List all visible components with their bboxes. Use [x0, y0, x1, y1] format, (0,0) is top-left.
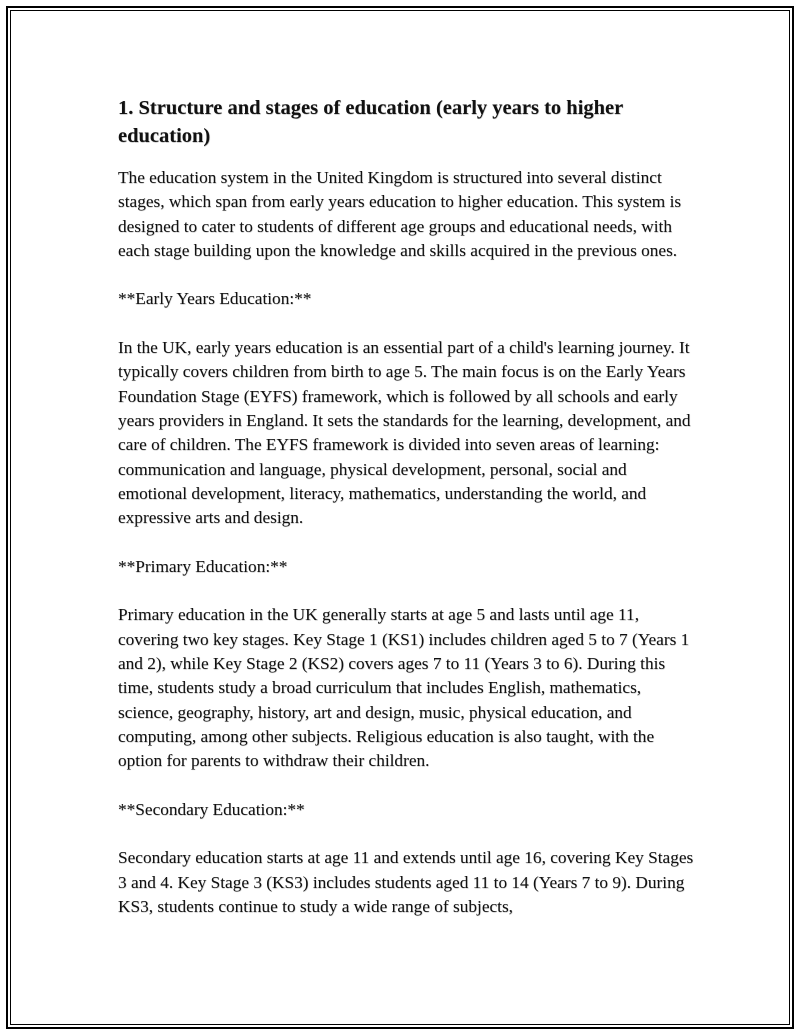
section-heading: 1. Structure and stages of education (early years to higher education): [118, 97, 623, 147]
primary-heading: **Primary Education:**: [118, 556, 288, 576]
secondary-paragraph: Secondary education starts at age 11 and extends until age 16, covering Key Stages 3 and 4. Key Stage 3 (KS3) includes students aged 11 to 14 (Years 7 to 9). During KS3, students continue to study a wide range of subjects,: [118, 848, 694, 916]
intro-paragraph: The education system in the United Kingdom is structured into several distinct stages, which span from early years education to higher education. This system is designed to cater to students of different age groups and educational needs, with each stage building upon the knowledge and skills acquired in the previous ones.: [118, 168, 682, 260]
early-years-heading: **Early Years Education:**: [118, 289, 312, 309]
document-body: [118, 94, 698, 944]
primary-paragraph: Primary education in the UK generally starts at age 5 and lasts until age 11, covering two key stages. Key Stage 1 (KS1) includes children aged 5 to 7 (Years 1 and 2), while Key Stage 2 (KS2) covers ages 7 to 11 (Years 3 to 6). During this time, students study a broad curriculum that includes English, mathematics, science, geography, history, art and design, music, physical education, and computing, among other subjects. Religious education is also taught, with the option for parents to withdraw their children.: [118, 605, 690, 771]
secondary-heading: **Secondary Education:**: [118, 799, 305, 819]
early-years-paragraph: In the UK, early years education is an essential part of a child's learning journey. It typically covers children from birth to age 5. The main focus is on the Early Years Foundation Stage (EYFS) framework, which is followed by all schools and early years providers in England. It sets the standards for the learning, development, and care of children. The EYFS framework is divided into seven areas of learning: communication and language, physical development, personal, social and emotional development, literacy, mathematics, understanding the world, and expressive arts and design.: [118, 338, 691, 528]
